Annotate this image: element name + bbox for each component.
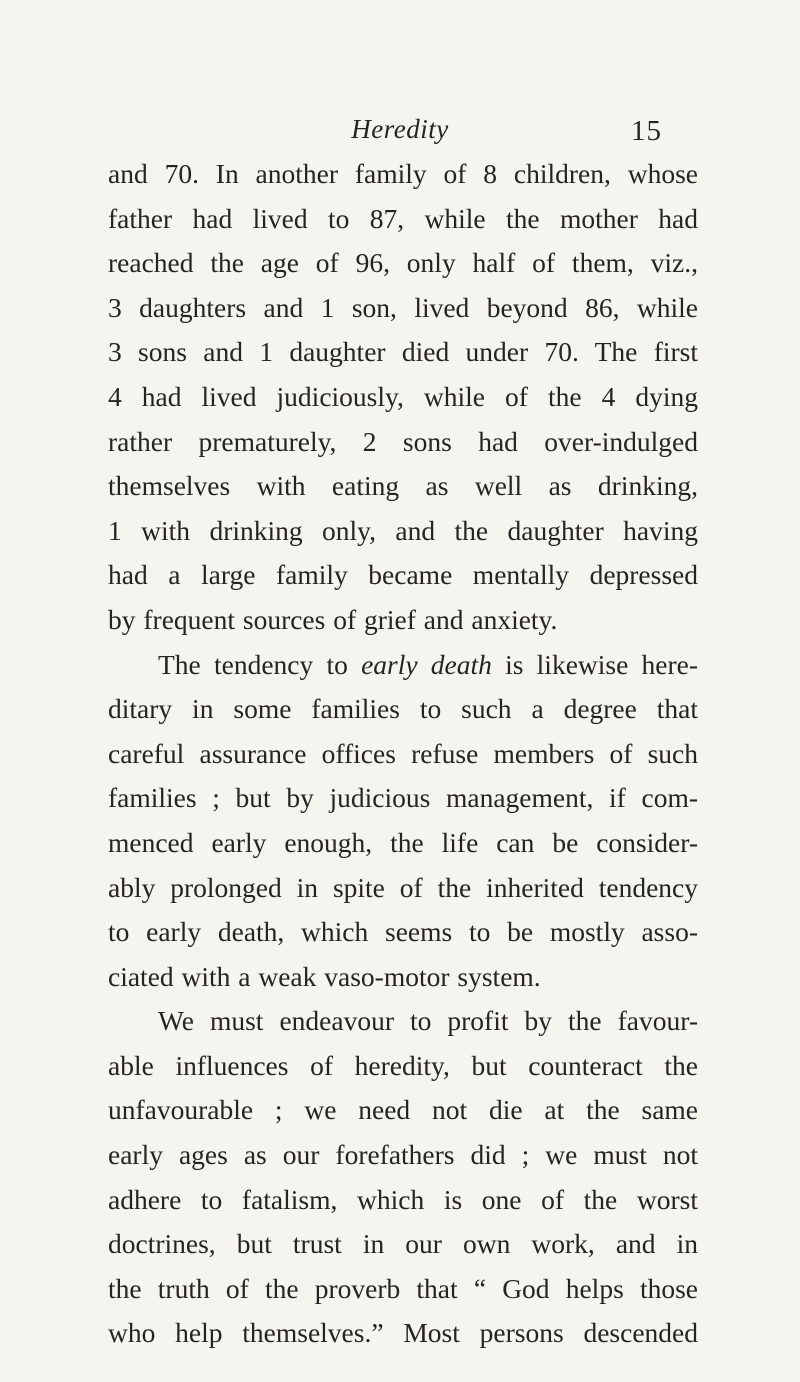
text-line: 3 daughters and 1 son, lived beyond 86, while xyxy=(108,291,698,323)
text-line: reached the age of 96, only half of them, viz., xyxy=(108,247,698,279)
text-span: is likewise here- xyxy=(491,648,699,680)
text-line: unfavourable ; we need not die at the same xyxy=(108,1094,698,1126)
running-title: Heredity xyxy=(351,114,449,144)
text-line: ciated with a weak vaso-motor system. xyxy=(108,960,541,992)
text-line: themselves with eating as well as drinking, xyxy=(108,470,698,502)
text-line xyxy=(108,643,698,688)
text-line: ditary in some families to such a degree that xyxy=(108,693,698,725)
text-line: adhere to fatalism, which is one of the worst xyxy=(108,1183,698,1215)
text-line: father had lived to 87, while the mother had xyxy=(108,202,698,234)
text-line: 4 had lived judiciously, while of the 4 dying xyxy=(108,380,698,412)
text-line: We must endeavour to profit by the favour- xyxy=(158,1005,698,1037)
text-line: able influences of heredity, but counteract the xyxy=(108,1049,698,1081)
body-text xyxy=(108,152,698,1356)
text-span: The tendency to xyxy=(158,648,362,680)
text-line: to early death, which seems to be mostly asso- xyxy=(108,916,698,948)
text-line: families ; but by judicious management, if com- xyxy=(108,782,698,814)
text-line: had a large family became mentally depressed xyxy=(108,559,698,591)
text-line: doctrines, but trust in our own work, and in xyxy=(108,1228,698,1260)
emphasis-text: early death xyxy=(361,648,492,680)
text-line: careful assurance offices refuse members of such xyxy=(108,737,698,769)
text-line: early ages as our forefathers did ; we must not xyxy=(108,1139,698,1171)
text-line: who help themselves.” Most persons descended xyxy=(108,1317,698,1349)
text-line: 1 with drinking only, and the daughter having xyxy=(108,514,698,546)
text-line: 3 sons and 1 daughter died under 70. The first xyxy=(108,336,698,368)
text-line: ably prolonged in spite of the inherited tendency xyxy=(108,871,698,903)
text-line: by frequent sources of grief and anxiety. xyxy=(108,603,558,635)
text-line: rather prematurely, 2 sons had over-indulged xyxy=(108,425,698,457)
text-line: menced early enough, the life can be consider- xyxy=(108,826,698,858)
page-number: 15 xyxy=(631,115,662,147)
text-line: and 70. In another family of 8 children, whose xyxy=(108,158,698,189)
running-head xyxy=(0,114,800,154)
text-line: the truth of the proverb that “ God helps those xyxy=(108,1272,698,1304)
